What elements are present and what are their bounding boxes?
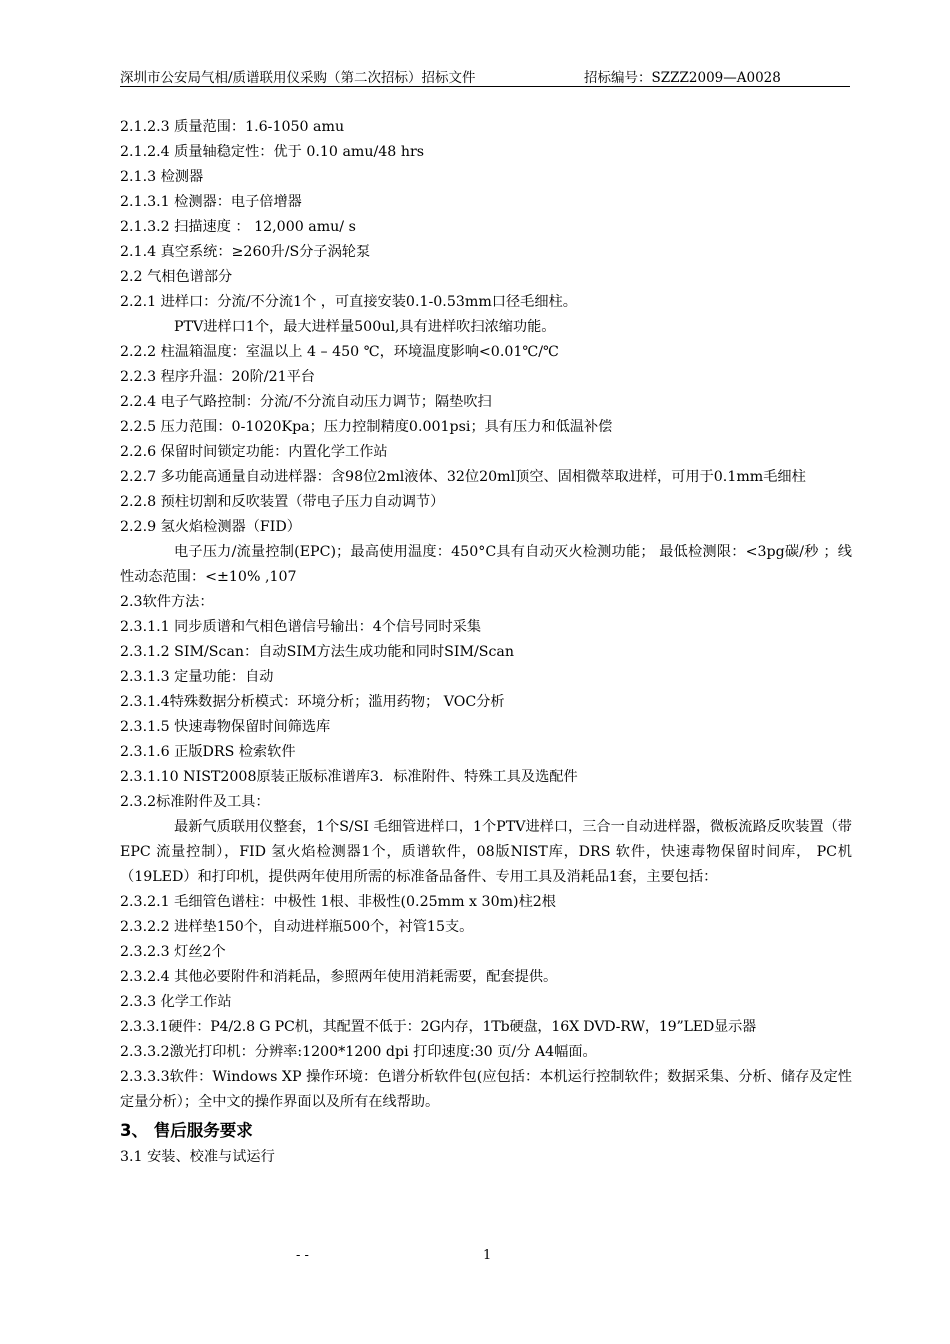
spec-paragraph: 最新气质联用仪整套，1个S/SI 毛细管进样口，1个PTV进样口，三合一自动进样器，微板流路反吹装置（带EPC 流量控制），FID 氢火焰检测器1个，质谱软件，08版NIST库，DRS 软件，快速毒物保留时间库， PC机（19LED）和打印机，提供两年使用所需的标准备品备件、专用工具及消耗品1套，主要包括：	[120, 819, 852, 885]
spec-line: 2.3.2.2 进样垫150个，自动进样瓶500个，衬管15支。	[120, 919, 474, 935]
spec-line: 2.1.3.1 检测器：电子倍增器	[120, 194, 302, 210]
spec-line: 2.3.3.1硬件：P4/2.8 G PC机，其配置不低于：2G内存，1Tb硬盘，16X DVD-RW，19”LED显示器	[120, 1019, 757, 1035]
spec-line: 2.1.4 真空系统：≥260升/S分子涡轮泵	[120, 244, 371, 260]
spec-line: 2.2.9 氢火焰检测器（FID）	[120, 519, 301, 535]
spec-paragraph: 2.3.3.3软件：Windows XP 操作环境：色谱分析软件包(应包括：本机运行控制软件；数据采集、分析、储存及定性定量分析）；全中文的操作界面以及所有在线帮助。	[120, 1069, 852, 1110]
spec-line: 2.2.1 进样口：分流/不分流1个 ，可直接安装0.1-0.53mm口径毛细柱。	[120, 294, 577, 310]
spec-line: 2.3.1.3 定量功能：自动	[120, 669, 274, 685]
section-heading: 3、 售后服务要求	[120, 1121, 253, 1140]
header-document-title: 深圳市公安局气相/质谱联用仪采购（第二次招标）招标文件	[120, 70, 476, 86]
spec-line: 2.2.6 保留时间锁定功能：内置化学工作站	[120, 444, 388, 460]
page-number: 1	[483, 1248, 492, 1263]
spec-line: 2.1.3.2 扫描速度 ： 12,000 amu/ s	[120, 219, 356, 235]
subsection-heading: 3.1 安装、校准与试运行	[120, 1149, 275, 1165]
spec-line: 2.3.2标准附件及工具：	[120, 794, 270, 810]
spec-paragraph: 电子压力/流量控制(EPC)；最高使用温度：450°C具有自动灭火检测功能； 最低检测限：<3pg碳/秒 ；线性动态范围：<±10% ,107	[120, 544, 852, 585]
spec-line: 2.2.8 预柱切割和反吹装置（带电子压力自动调节）	[120, 494, 445, 510]
spec-line: 2.3.3 化学工作站	[120, 994, 232, 1010]
spec-line: 2.1.2.3 质量范围：1.6-1050 amu	[120, 119, 345, 135]
page-header	[120, 64, 850, 87]
spec-line: 2.3软件方法：	[120, 594, 214, 610]
spec-line: 2.1.3 检测器	[120, 169, 204, 185]
spec-line: 2.3.2.3 灯丝2个	[120, 944, 226, 960]
spec-line: 2.2.4 电子气路控制：分流/不分流自动压力调节；隔垫吹扫	[120, 394, 492, 410]
spec-line: 2.2.3 程序升温：20阶/21平台	[120, 369, 315, 385]
footer-dashes: - -	[296, 1248, 309, 1263]
spec-line: 2.3.1.1 同步质谱和气相色谱信号输出：4个信号同时采集	[120, 619, 482, 635]
spec-line: 2.3.1.6 正版DRS 检索软件	[120, 744, 296, 760]
spec-line: PTV进样口1个，最大进样量500ul,具有进样吹扫浓缩功能。	[174, 319, 556, 335]
spec-paragraph: 2.2.7 多功能高通量自动进样器：含98位2ml液体、32位20ml顶空、固相微萃取进样，可用于0.1mm毛细柱	[120, 469, 806, 485]
spec-line: 2.1.2.4 质量轴稳定性：优于 0.10 amu/48 hrs	[120, 144, 425, 160]
spec-line: 2.3.2.1 毛细管色谱柱：中极性 1根、非极性(0.25mm x 30m)柱2根	[120, 894, 556, 910]
spec-line: 2.3.1.4特殊数据分析模式：环境分析；滥用药物； VOC分析	[120, 694, 505, 710]
spec-line: 2.2 气相色谱部分	[120, 269, 233, 285]
header-tender-number: 招标编号：SZZZ2009—A0028	[584, 70, 781, 86]
spec-line: 2.2.2 柱温箱温度：室温以上 4 – 450 ℃，环境温度影响<0.01℃/℃	[120, 344, 559, 360]
document-body	[120, 115, 852, 1170]
spec-line: 2.3.1.10 NIST2008原装正版标准谱库3．标准附件、特殊工具及选配件	[120, 769, 578, 785]
spec-line: 2.3.1.5 快速毒物保留时间筛选库	[120, 719, 331, 735]
spec-line: 2.3.3.2激光打印机：分辨率:1200*1200 dpi 打印速度:30 页/分 A4幅面。	[120, 1044, 597, 1060]
spec-line: 2.2.5 压力范围：0-1020Kpa；压力控制精度0.001psi；具有压力和低温补偿	[120, 419, 613, 435]
spec-line: 2.3.1.2 SIM/Scan：自动SIM方法生成功能和同时SIM/Scan	[120, 644, 515, 660]
spec-line: 2.3.2.4 其他必要附件和消耗品，参照两年使用消耗需要，配套提供。	[120, 969, 558, 985]
